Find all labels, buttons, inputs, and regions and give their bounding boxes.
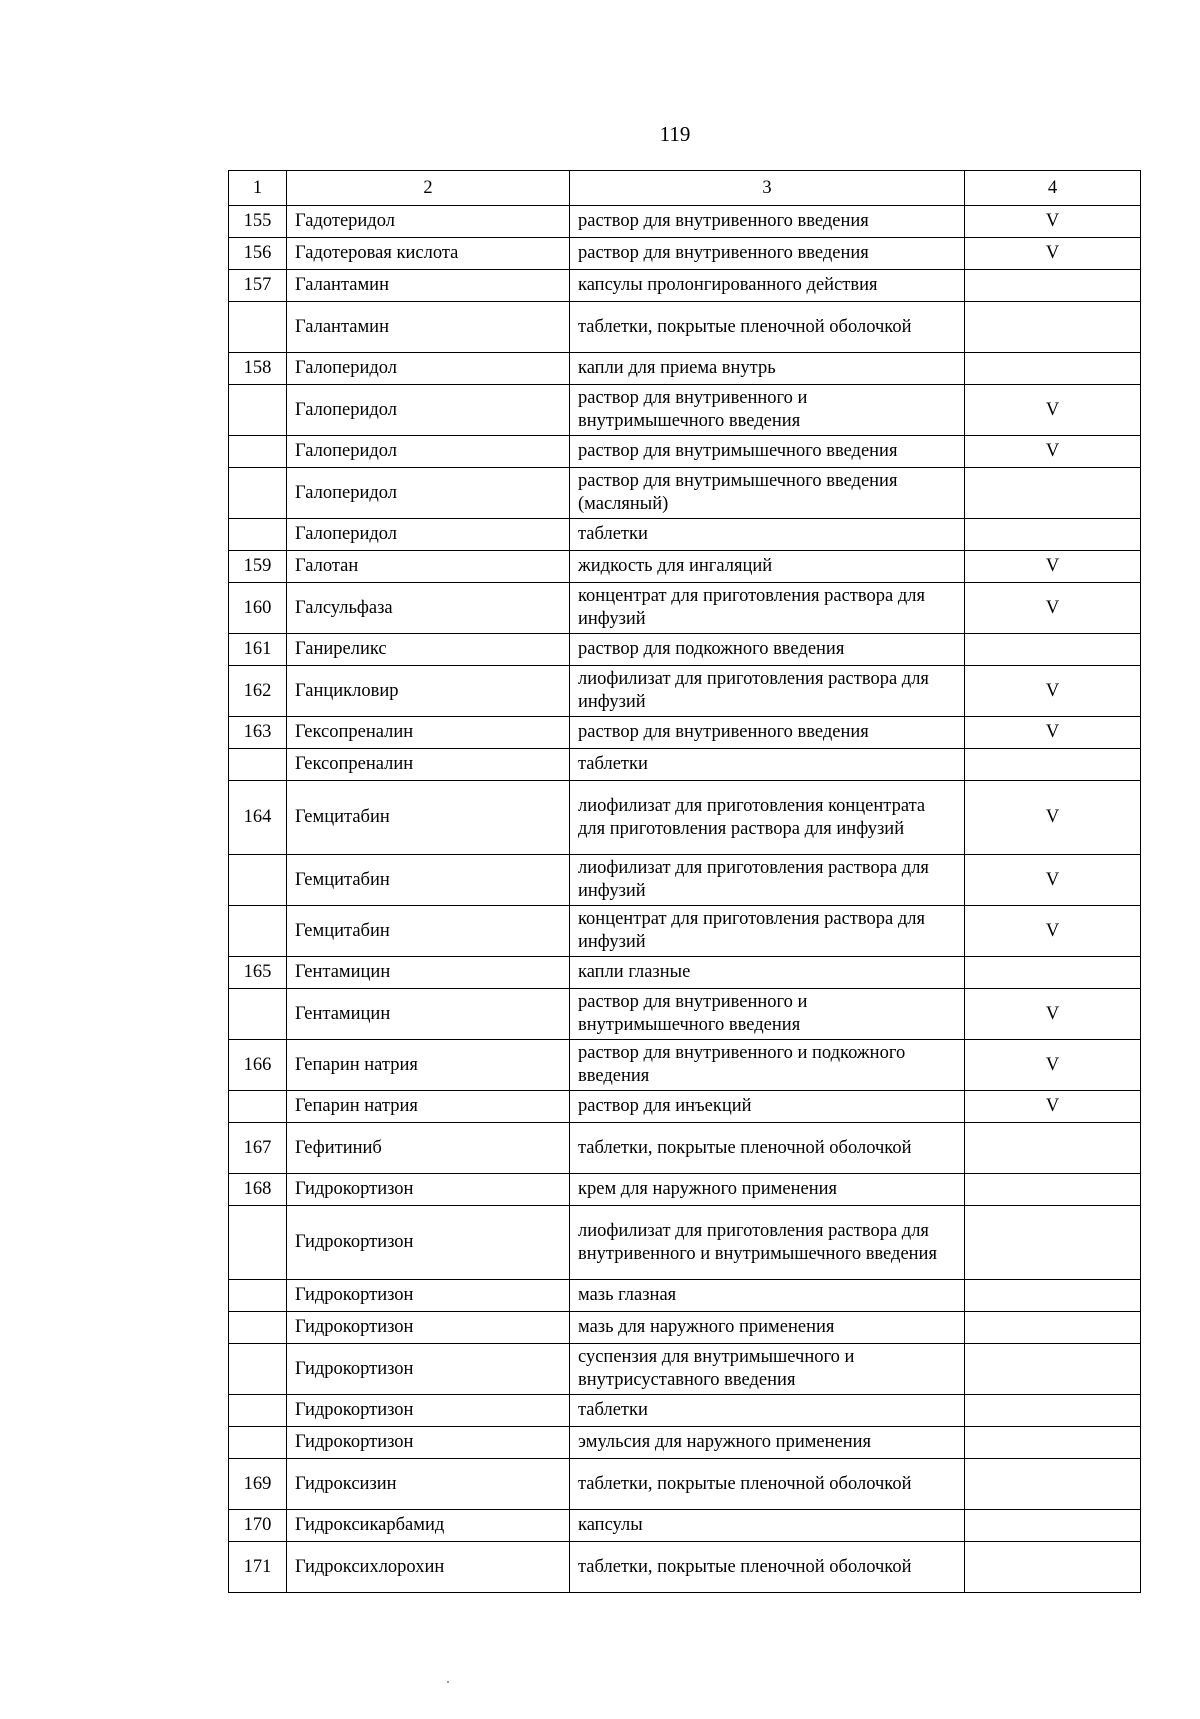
dosage-form-cell: таблетки [570, 519, 965, 551]
dosage-form-cell: лиофилизат для приготовления концентрата для приготовления раствора для инфузий [570, 781, 965, 855]
mark-cell [965, 1427, 1141, 1459]
mark-cell [965, 519, 1141, 551]
mark-cell: V [965, 1040, 1141, 1091]
drug-name-cell: Гидрокортизон [287, 1427, 570, 1459]
drug-name-cell: Гемцитабин [287, 781, 570, 855]
drug-name-cell: Гадотеровая кислота [287, 238, 570, 270]
row-number-cell: 164 [229, 781, 287, 855]
column-header-3: 3 [570, 171, 965, 206]
drug-name-cell: Галоперидол [287, 468, 570, 519]
table-row [229, 206, 1141, 238]
row-number-cell [229, 1427, 287, 1459]
mark-cell: V [965, 436, 1141, 468]
mark-cell: V [965, 906, 1141, 957]
mark-cell [965, 1280, 1141, 1312]
row-number-cell [229, 1280, 287, 1312]
dosage-form-cell: таблетки [570, 749, 965, 781]
row-number-cell [229, 385, 287, 436]
row-number-cell [229, 519, 287, 551]
table-row [229, 436, 1141, 468]
drug-name-cell: Гексопреналин [287, 717, 570, 749]
mark-cell: V [965, 717, 1141, 749]
dosage-form-cell: раствор для внутривенного введения [570, 238, 965, 270]
table-row [229, 353, 1141, 385]
drug-name-cell: Галотан [287, 551, 570, 583]
row-number-cell: 161 [229, 634, 287, 666]
row-number-cell: 168 [229, 1174, 287, 1206]
table-row [229, 270, 1141, 302]
row-number-cell: 165 [229, 957, 287, 989]
table-row [229, 1280, 1141, 1312]
row-number-cell: 167 [229, 1123, 287, 1174]
drug-name-cell: Галоперидол [287, 353, 570, 385]
dosage-form-cell: капсулы [570, 1510, 965, 1542]
table-row [229, 468, 1141, 519]
table-row [229, 1123, 1141, 1174]
mark-cell [965, 1459, 1141, 1510]
drug-name-cell: Гентамицин [287, 989, 570, 1040]
mark-cell [965, 353, 1141, 385]
mark-cell [965, 749, 1141, 781]
mark-cell [965, 1123, 1141, 1174]
row-number-cell: 155 [229, 206, 287, 238]
dosage-form-cell: раствор для внутривенного введения [570, 717, 965, 749]
mark-cell [965, 1344, 1141, 1395]
drug-name-cell: Гидрокортизон [287, 1280, 570, 1312]
dosage-form-cell: раствор для внутримышечного введения (масляный) [570, 468, 965, 519]
drug-name-cell: Гадотеридол [287, 206, 570, 238]
row-number-cell: 160 [229, 583, 287, 634]
table-row [229, 855, 1141, 906]
row-number-cell [229, 1206, 287, 1280]
table-row [229, 551, 1141, 583]
dosage-form-cell: мазь глазная [570, 1280, 965, 1312]
row-number-cell: 162 [229, 666, 287, 717]
table-row [229, 666, 1141, 717]
drug-name-cell: Ганиреликс [287, 634, 570, 666]
drug-name-cell: Гидрокортизон [287, 1206, 570, 1280]
table-row [229, 634, 1141, 666]
row-number-cell [229, 302, 287, 353]
drug-name-cell: Гидрокортизон [287, 1312, 570, 1344]
mark-cell: V [965, 1091, 1141, 1123]
dosage-form-cell: раствор для внутривенного и подкожного введения [570, 1040, 965, 1091]
drug-name-cell: Гидрокортизон [287, 1395, 570, 1427]
drug-name-cell: Гепарин натрия [287, 1091, 570, 1123]
mark-cell [965, 1395, 1141, 1427]
table-row [229, 1206, 1141, 1280]
mark-cell: V [965, 989, 1141, 1040]
dosage-form-cell: раствор для внутривенного и внутримышечного введения [570, 385, 965, 436]
row-number-cell [229, 906, 287, 957]
table-row [229, 1427, 1141, 1459]
column-header-4: 4 [965, 171, 1141, 206]
scan-speck [447, 1681, 449, 1683]
table-row [229, 1312, 1141, 1344]
row-number-cell: 171 [229, 1542, 287, 1593]
row-number-cell [229, 1344, 287, 1395]
dosage-form-cell: мазь для наружного применения [570, 1312, 965, 1344]
table-row [229, 749, 1141, 781]
drug-name-cell: Галоперидол [287, 436, 570, 468]
table-row [229, 1510, 1141, 1542]
mark-cell [965, 1542, 1141, 1593]
row-number-cell: 157 [229, 270, 287, 302]
drug-name-cell: Гидрокортизон [287, 1174, 570, 1206]
dosage-form-cell: таблетки [570, 1395, 965, 1427]
row-number-cell [229, 989, 287, 1040]
drug-name-cell: Гидроксизин [287, 1459, 570, 1510]
row-number-cell: 169 [229, 1459, 287, 1510]
dosage-form-cell: суспензия для внутримышечного и внутрисуставного введения [570, 1344, 965, 1395]
drug-table [228, 170, 1141, 1593]
dosage-form-cell: капли глазные [570, 957, 965, 989]
table-row [229, 519, 1141, 551]
table-row [229, 1395, 1141, 1427]
table-row [229, 781, 1141, 855]
dosage-form-cell: концентрат для приготовления раствора для инфузий [570, 906, 965, 957]
row-number-cell [229, 1312, 287, 1344]
row-number-cell: 156 [229, 238, 287, 270]
drug-name-cell: Галоперидол [287, 519, 570, 551]
dosage-form-cell: таблетки, покрытые пленочной оболочкой [570, 1123, 965, 1174]
dosage-form-cell: капли для приема внутрь [570, 353, 965, 385]
row-number-cell: 159 [229, 551, 287, 583]
drug-name-cell: Гидроксихлорохин [287, 1542, 570, 1593]
table-row [229, 1542, 1141, 1593]
drug-name-cell: Гепарин натрия [287, 1040, 570, 1091]
drug-name-cell: Галантамин [287, 270, 570, 302]
mark-cell [965, 634, 1141, 666]
table-row [229, 1091, 1141, 1123]
table-row [229, 989, 1141, 1040]
mark-cell: V [965, 855, 1141, 906]
table-header [229, 171, 1141, 206]
table-row [229, 717, 1141, 749]
mark-cell [965, 270, 1141, 302]
dosage-form-cell: концентрат для приготовления раствора для инфузий [570, 583, 965, 634]
table-row [229, 583, 1141, 634]
drug-name-cell: Гефитиниб [287, 1123, 570, 1174]
row-number-cell: 163 [229, 717, 287, 749]
dosage-form-cell: раствор для инъекций [570, 1091, 965, 1123]
drug-name-cell: Галоперидол [287, 385, 570, 436]
dosage-form-cell: таблетки, покрытые пленочной оболочкой [570, 302, 965, 353]
mark-cell [965, 1510, 1141, 1542]
mark-cell: V [965, 666, 1141, 717]
mark-cell [965, 1174, 1141, 1206]
drug-name-cell: Гемцитабин [287, 855, 570, 906]
row-number-cell [229, 436, 287, 468]
dosage-form-cell: лиофилизат для приготовления раствора для внутривенного и внутримышечного введения [570, 1206, 965, 1280]
table-row [229, 906, 1141, 957]
row-number-cell [229, 855, 287, 906]
mark-cell: V [965, 238, 1141, 270]
table-row [229, 1344, 1141, 1395]
dosage-form-cell: лиофилизат для приготовления раствора для инфузий [570, 855, 965, 906]
drug-name-cell: Гемцитабин [287, 906, 570, 957]
table-row [229, 302, 1141, 353]
dosage-form-cell: таблетки, покрытые пленочной оболочкой [570, 1542, 965, 1593]
dosage-form-cell: жидкость для ингаляций [570, 551, 965, 583]
drug-name-cell: Гидроксикарбамид [287, 1510, 570, 1542]
mark-cell [965, 1312, 1141, 1344]
dosage-form-cell: таблетки, покрытые пленочной оболочкой [570, 1459, 965, 1510]
column-header-1: 1 [229, 171, 287, 206]
dosage-form-cell: эмульсия для наружного применения [570, 1427, 965, 1459]
table-row [229, 238, 1141, 270]
mark-cell [965, 302, 1141, 353]
table-row [229, 385, 1141, 436]
dosage-form-cell: капсулы пролонгированного действия [570, 270, 965, 302]
table-body [229, 206, 1141, 1593]
drug-name-cell: Гексопреналин [287, 749, 570, 781]
table-row [229, 1174, 1141, 1206]
dosage-form-cell: раствор для внутримышечного введения [570, 436, 965, 468]
drug-name-cell: Ганцикловир [287, 666, 570, 717]
row-number-cell [229, 749, 287, 781]
table-row [229, 1459, 1141, 1510]
row-number-cell: 166 [229, 1040, 287, 1091]
mark-cell [965, 957, 1141, 989]
table-row [229, 1040, 1141, 1091]
mark-cell [965, 1206, 1141, 1280]
mark-cell: V [965, 781, 1141, 855]
row-number-cell: 170 [229, 1510, 287, 1542]
mark-cell: V [965, 551, 1141, 583]
row-number-cell [229, 1395, 287, 1427]
table-row [229, 957, 1141, 989]
column-header-2: 2 [287, 171, 570, 206]
dosage-form-cell: раствор для подкожного введения [570, 634, 965, 666]
row-number-cell [229, 468, 287, 519]
mark-cell: V [965, 206, 1141, 238]
dosage-form-cell: раствор для внутривенного введения [570, 206, 965, 238]
mark-cell [965, 468, 1141, 519]
page-number: 119 [659, 122, 691, 146]
dosage-form-cell: раствор для внутривенного и внутримышечного введения [570, 989, 965, 1040]
dosage-form-cell: крем для наружного применения [570, 1174, 965, 1206]
row-number-cell: 158 [229, 353, 287, 385]
row-number-cell [229, 1091, 287, 1123]
drug-name-cell: Гентамицин [287, 957, 570, 989]
dosage-form-cell: лиофилизат для приготовления раствора для инфузий [570, 666, 965, 717]
mark-cell: V [965, 583, 1141, 634]
drug-name-cell: Гидрокортизон [287, 1344, 570, 1395]
drug-name-cell: Галантамин [287, 302, 570, 353]
drug-name-cell: Галсульфаза [287, 583, 570, 634]
mark-cell: V [965, 385, 1141, 436]
